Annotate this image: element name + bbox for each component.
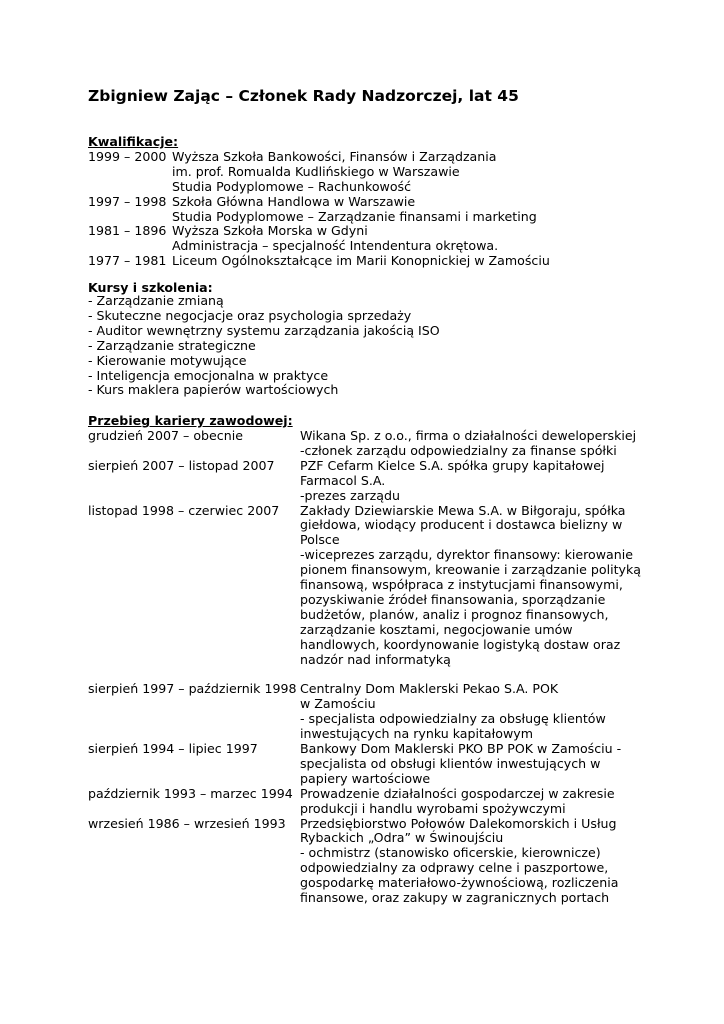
career-line: -prezes zarządu: [300, 487, 400, 503]
career-line: Bankowy Dom Maklerski PKO BP POK w Zamościu -: [300, 741, 622, 757]
qualification-years: 1981 – 1896: [88, 223, 167, 239]
career-line: Farmacol S.A.: [300, 472, 386, 488]
qualification-text: Studia Podyplomowe – Zarządzanie finansami i marketing: [172, 208, 537, 224]
career-line: Wikana Sp. z o.o., firma o działalności deweloperskiej: [300, 428, 637, 443]
career-line: odpowiedzialny za odprawy celne i paszportowe,: [300, 860, 609, 876]
courses-list: [88, 294, 440, 398]
career-line: nadzór nad informatyką: [300, 651, 451, 667]
qualification-years: 1999 – 2000: [88, 149, 167, 164]
career-line: handlowych, koordynowanie logistyką dostaw oraz: [300, 636, 621, 652]
career-line: specjalista od obsługi klientów inwestujących w: [300, 755, 601, 771]
course-item: - Zarządzanie strategiczne: [88, 337, 256, 353]
qualification-text: im. prof. Romualda Kudlińskiego w Warszawie: [172, 163, 460, 179]
career-period: sierpień 1994 – lipiec 1997: [88, 741, 258, 757]
career-line: pionem finansowym, kreowanie i zarządzanie polityką: [300, 562, 641, 578]
career-line: Prowadzenie działalności gospodarczej w zakresie: [300, 785, 615, 801]
career-line: Rybackich „Odra” w Świnoujściu: [300, 830, 504, 846]
course-item: - Kierowanie motywujące: [88, 352, 247, 368]
qualification-text: Szkoła Główna Handlowa w Warszawie: [172, 193, 416, 209]
career-period: październik 1993 – marzec 1994: [88, 785, 293, 801]
career-entry: [88, 459, 648, 504]
career-period: wrzesień 1986 – wrzesień 1993: [88, 815, 286, 831]
career-line: Przedsiębiorstwo Połowów Dalekomorskich i Usług: [300, 815, 617, 831]
page-title: Zbigniew Zając – Członek Rady Nadzorczej, lat 45: [88, 87, 519, 105]
career-line: inwestujących na rynku kapitałowym: [300, 726, 533, 742]
career-entry: [88, 504, 648, 668]
course-item: - Kurs maklera papierów wartościowych: [88, 382, 339, 398]
career-line: giełdowa, wiodący producent i dostawca bielizny w: [300, 517, 623, 533]
career-line: papiery wartościowe: [300, 770, 431, 786]
career-line: - ochmistrz (stanowisko oficerskie, kierownicze): [300, 845, 601, 861]
career-period: listopad 1998 – czerwiec 2007: [88, 502, 280, 518]
qualification-text: Wyższa Szkoła Bankowości, Finansów i Zarządzania: [172, 149, 497, 164]
course-item: - Skuteczne negocjacje oraz psychologia sprzedaży: [88, 307, 412, 323]
courses-heading: Kursy i szkolenia:: [88, 280, 213, 295]
career-line: -członek zarządu odpowiedzialny za finanse spółki: [300, 442, 617, 458]
career-line: Centralny Dom Maklerski Pekao S.A. POK: [300, 681, 559, 697]
qualification-text: Administracja – specjalność Intendentura okrętowa.: [172, 238, 499, 254]
career-line: pozyskiwanie źródeł finansowania, sporządzanie: [300, 591, 606, 607]
qualification-years: 1997 – 1998: [88, 193, 167, 209]
qualification-text: Wyższa Szkoła Morska w Gdyni: [172, 223, 368, 239]
course-item: - Inteligencja emocjonalna w praktyce: [88, 367, 329, 383]
course-item: - Zarządzanie zmianą: [88, 293, 224, 308]
career-entry: [88, 817, 648, 906]
career-line: -wiceprezes zarządu, dyrektor finansowy: kierowanie: [300, 547, 633, 563]
career-line: w Zamościu: [300, 696, 376, 712]
career-line: produkcji i handlu wyrobami spożywczymi: [300, 800, 566, 816]
career-line: PZF Cefarm Kielce S.A. spółka grupy kapitałowej: [300, 457, 605, 473]
spacer: [88, 668, 648, 683]
career-line: Polsce: [300, 532, 340, 548]
career-line: gospodarkę materiałowo-żywnościową, rozliczenia: [300, 875, 619, 891]
course-item: - Auditor wewnętrzny systemu zarządzania jakością ISO: [88, 322, 440, 338]
career-period: sierpień 1997 – październik 1998: [88, 681, 297, 697]
career-period: sierpień 2007 – listopad 2007: [88, 457, 275, 473]
career-line: budżetów, planów, analiz i prognoz finansowych,: [300, 606, 609, 622]
career-entry: [88, 682, 648, 742]
career-heading: Przebieg kariery zawodowej:: [88, 413, 293, 428]
qualification-years: 1977 – 1981: [88, 253, 167, 269]
career-line: - specjalista odpowiedzialny za obsługę klientów: [300, 711, 606, 727]
career-period: grudzień 2007 – obecnie: [88, 428, 243, 443]
career-line: finansowe, oraz zakupy w zagranicznych portach: [300, 890, 610, 906]
qualification-text: Studia Podyplomowe – Rachunkowość: [172, 178, 412, 194]
qualifications-heading: Kwalifikacje:: [88, 134, 179, 149]
career-entry: [88, 787, 648, 817]
career-entry: [88, 742, 648, 787]
career-line: finansową, współpraca z instytucjami finansowymi,: [300, 577, 623, 593]
career-line: Zakłady Dziewiarskie Mewa S.A. w Biłgoraju, spółka: [300, 502, 626, 518]
career-list: [88, 429, 648, 906]
qualification-text: Liceum Ogólnokształcące im Marii Konopnickiej w Zamościu: [172, 253, 550, 269]
career-line: zarządzanie kosztami, negocjowanie umów: [300, 621, 573, 637]
career-entry: [88, 429, 648, 459]
